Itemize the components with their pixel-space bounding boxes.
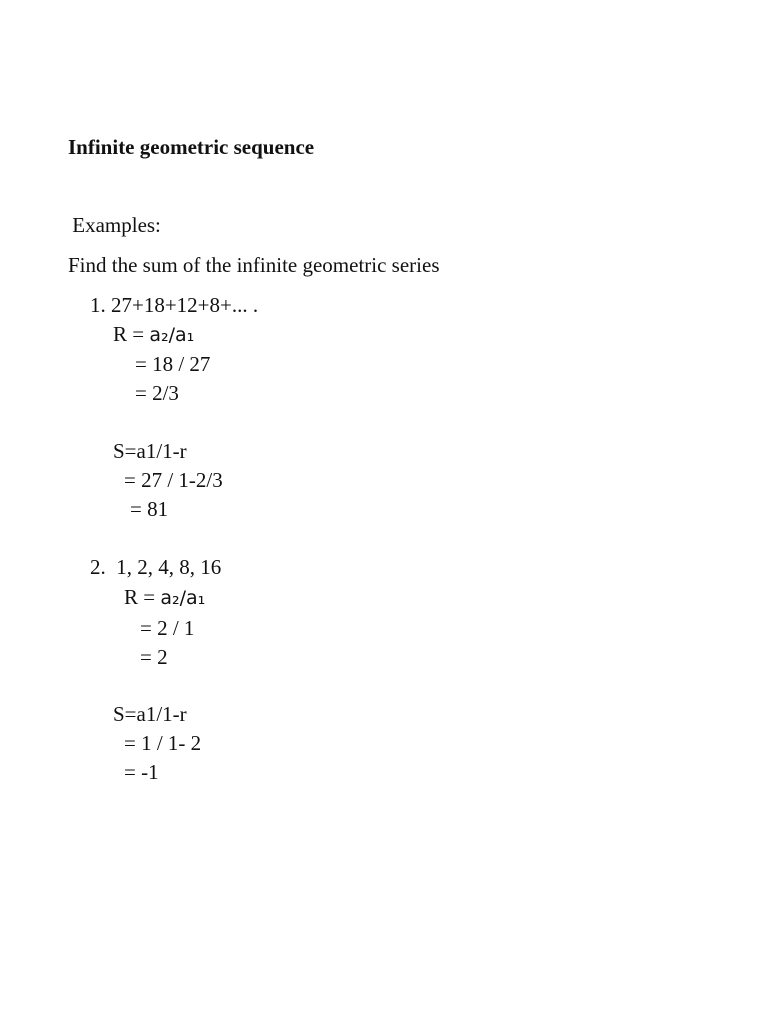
problem-1-sum-step-1: = 27 / 1-2/3 <box>124 468 223 492</box>
problem-2-statement: 2. 1, 2, 4, 8, 16 <box>90 555 222 579</box>
problem-1-ratio-step-2: = 2/3 <box>135 381 179 405</box>
problem-2-ratio-step-2: = 2 <box>140 645 168 669</box>
problem-1-ratio-formula <box>113 324 194 345</box>
ratio-prefix: R = <box>113 322 150 346</box>
problem-1-sum-formula: S=a1/1-r <box>113 439 187 463</box>
instruction-text: Find the sum of the infinite geometric series <box>68 253 440 277</box>
problem-2-sum-step-1: = 1 / 1- 2 <box>124 731 202 755</box>
problem-1-ratio-step-1: = 18 / 27 <box>135 352 211 376</box>
page-title: Infinite geometric sequence <box>68 135 315 159</box>
ratio-prefix: R = <box>124 585 161 609</box>
problem-2-ratio-step-1: = 2 / 1 <box>140 616 195 640</box>
problem-2-ratio-formula <box>124 587 205 608</box>
problem-2-sum-step-2: = -1 <box>124 760 159 784</box>
problem-1-sum-step-2: = 81 <box>130 497 169 521</box>
ratio-formula: a₂/a₁ <box>160 587 206 609</box>
problem-1-statement: 1. 27+18+12+8+... . <box>90 293 259 317</box>
ratio-formula: a₂/a₁ <box>149 324 195 346</box>
examples-label: Examples: <box>67 213 161 237</box>
problem-2-sum-formula: S=a1/1-r <box>113 702 187 726</box>
